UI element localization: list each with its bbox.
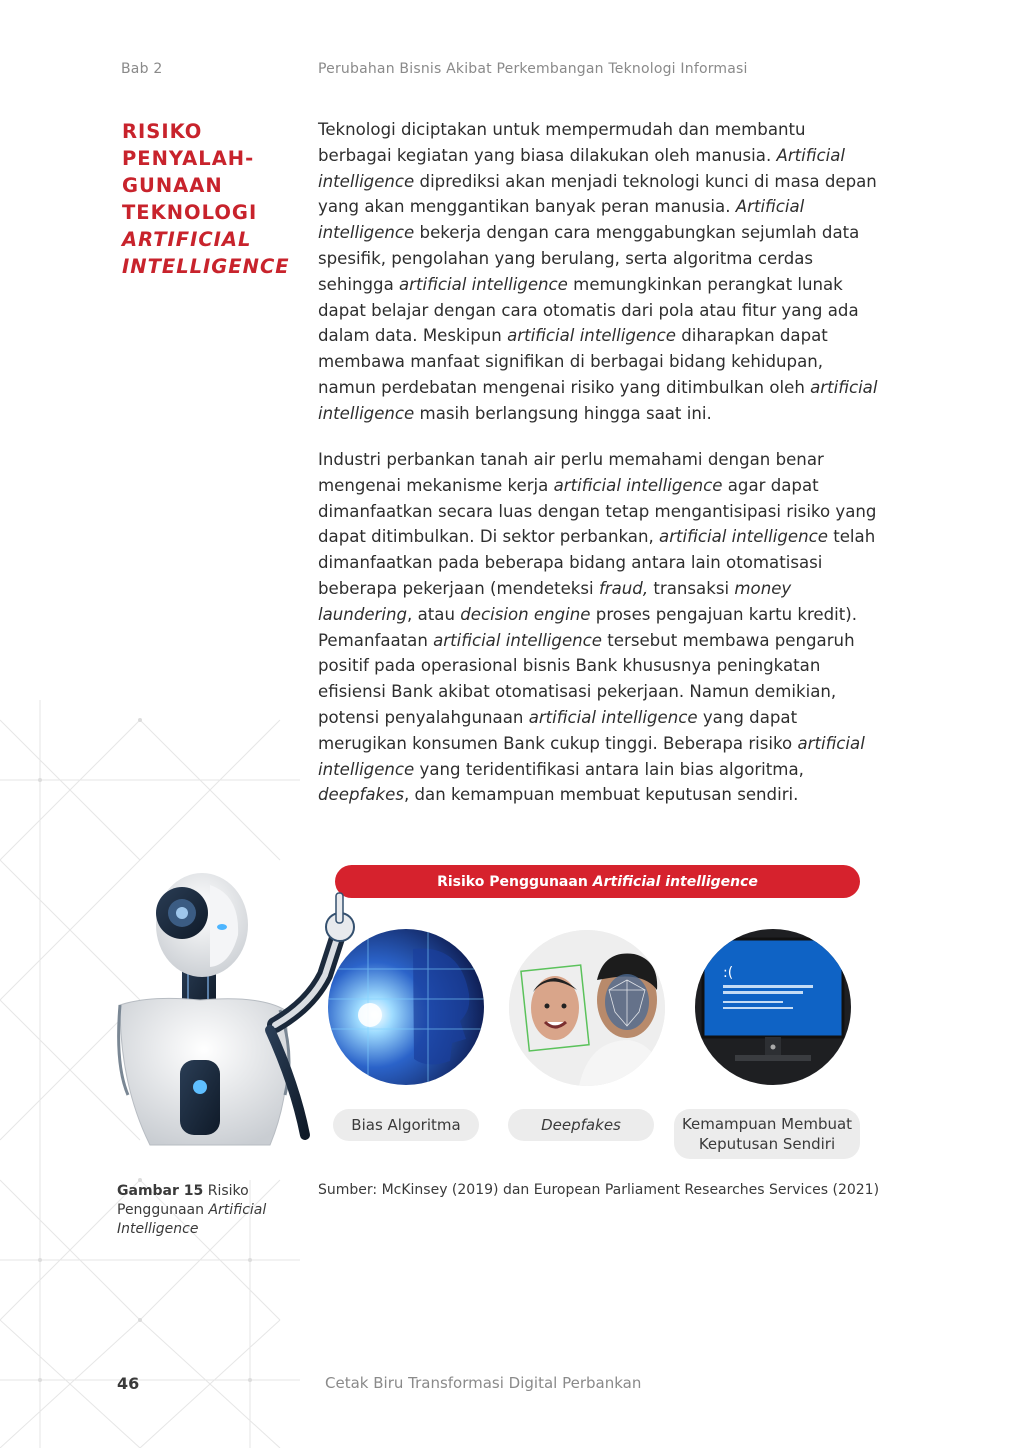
text-run: yang dapat merugikan konsumen Bank cukup tinggi. Beberapa risiko: [318, 707, 798, 753]
caption-text: Risiko Penggunaan: [117, 1183, 249, 1218]
decision-screen-image: [695, 929, 851, 1085]
deepfakes-image: [509, 930, 665, 1086]
label-decision-line: Keputusan Sendiri: [698, 1135, 836, 1153]
label-decision-line: Kemampuan Membuat: [681, 1115, 853, 1133]
section-title-line: TEKNOLOGI: [122, 201, 258, 224]
italic-run: money laundering: [318, 578, 792, 624]
text-run: telah dimanfaatkan pada beberapa bidang antara lain otomatisasi beberapa pekerjaan (mendeteksi: [318, 527, 876, 598]
text-run: Industri perbankan tanah air perlu memahami dengan benar mengenai mekanisme kerja: [318, 450, 824, 495]
text-run: , dan kemampuan membuat keputusan sendiri.: [403, 785, 799, 805]
section-title-line: ARTIFICIAL: [122, 228, 252, 251]
italic-run: artificial intelligence: [507, 326, 676, 346]
section-title-line: INTELLIGENCE: [122, 255, 290, 278]
italic-run: artificial intelligence: [659, 527, 828, 547]
italic-run: artificial intelligence: [399, 274, 568, 294]
text-run: transaksi: [648, 578, 735, 598]
text-run: tersebut membawa pengaruh positif pada operasional bisnis Bank khususnya peningkatan efisiensi Bank akibat otomatisasi pekerjaan. Namun demikian, potensi penyalahgunaan: [318, 630, 855, 727]
text-run: , atau: [407, 604, 461, 624]
section-title-line: RISIKO: [122, 120, 203, 143]
text-run: Teknologi diciptakan untuk mempermudah dan membantu berbagai kegiatan yang biasa dilakukan oleh manusia.: [318, 120, 806, 165]
body-paragraph-2: [318, 447, 884, 808]
label-bias-algoritma: Bias Algoritma: [333, 1109, 479, 1141]
running-header: Perubahan Bisnis Akibat Perkembangan Teknologi Informasi: [318, 61, 748, 77]
text-run: bekerja dengan cara menggabungkan sejumlah data spesifik, pengolahan yang berulang, serta algoritma cerdas sehingga: [318, 223, 860, 294]
italic-run: Artificial intelligence: [318, 145, 846, 191]
italic-run: Artificial intelligence: [318, 197, 805, 243]
label-deepfakes: Deepfakes: [508, 1109, 654, 1141]
section-title-line: PENYALAH-: [122, 147, 255, 170]
banner-italic-text: Artificial intelligence: [592, 873, 758, 890]
svg-text::(: :(: [723, 965, 734, 981]
text-run: masih berlangsung hingga saat ini.: [414, 403, 712, 423]
italic-run: artificial intelligence: [433, 630, 603, 650]
italic-run: artificial intelligence: [318, 733, 865, 779]
figure-banner: [335, 865, 860, 898]
text-run: diprediksi akan menjadi teknologi kunci di masa depan yang akan menggantikan banyak peran manusia.: [318, 171, 877, 217]
figure-caption: [117, 1182, 287, 1239]
figure-source: Sumber: McKinsey (2019) dan European Parliament Researches Services (2021): [318, 1182, 880, 1198]
banner-text: Risiko Penggunaan: [437, 873, 588, 890]
footer-book-title: Cetak Biru Transformasi Digital Perbankan: [325, 1374, 642, 1392]
italic-run: fraud,: [598, 578, 649, 598]
italic-run: artificial intelligence: [318, 377, 878, 423]
italic-run: deepfakes: [318, 785, 404, 805]
bias-algorithm-image: [328, 929, 484, 1085]
section-title: [122, 118, 292, 280]
text-run: yang teridentifikasi antara lain bias algoritma,: [414, 759, 804, 779]
italic-run: decision engine: [460, 604, 591, 624]
caption-figure-number: Gambar 15: [117, 1183, 204, 1199]
caption-italic-text: Artificial Intelligence: [117, 1202, 267, 1237]
italic-run: artificial intelligence: [528, 707, 698, 727]
label-decision-making: [674, 1109, 860, 1159]
text-run: memungkinkan perangkat lunak dapat belajar dengan cara otomatis dari pola atau fitur yang ada dalam data. Meskipun: [318, 274, 859, 346]
text-run: diharapkan dapat membawa manfaat signifikan di berbagai bidang kehidupan, namun perdebatan mengenai risiko yang ditimbulkan oleh: [318, 326, 828, 397]
text-run: agar dapat dimanfaatkan secara luas dengan tetap mengantisipasi risiko yang dapat ditimbulkan. Di sektor perbankan,: [318, 475, 877, 547]
chapter-label: Bab 2: [121, 61, 163, 77]
body-paragraph-1: [318, 117, 884, 427]
section-title-line: GUNAAN: [122, 174, 223, 197]
page-number: 46: [117, 1374, 140, 1393]
italic-run: artificial intelligence: [553, 475, 723, 495]
text-run: proses pengajuan kartu kredit). Pemanfaatan: [318, 604, 858, 650]
